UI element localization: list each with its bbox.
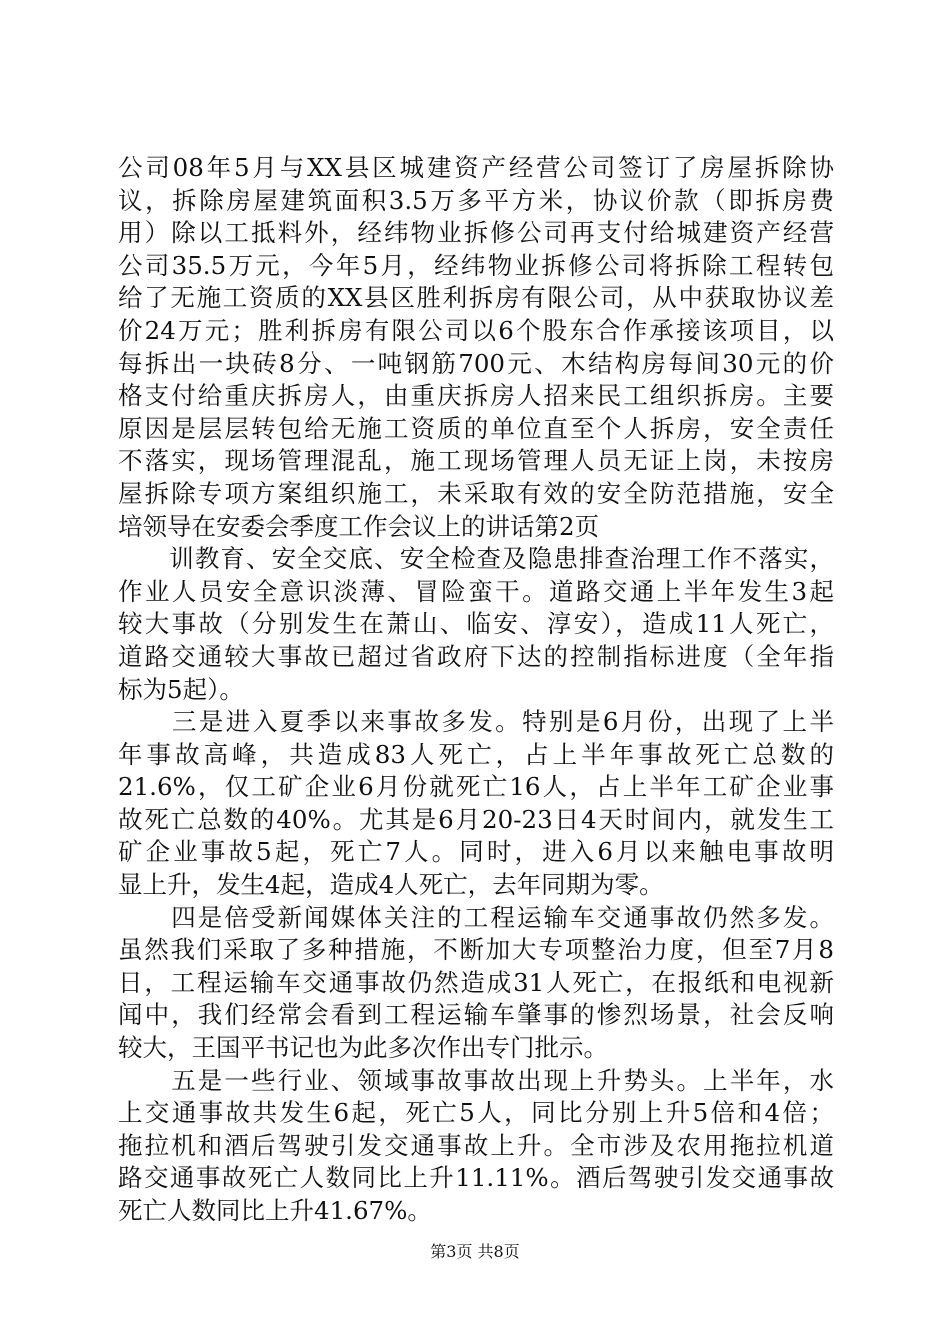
text-line: 议，拆除房屋建筑面积3.5万多平方米，协议价款（即拆房费 — [118, 185, 834, 215]
text-line: 培领导在安委会季度工作会议上的讲话第2页 — [118, 511, 600, 541]
text-line: 每拆出一块砖8分、一吨钢筋700元、木结构房每间30元的价 — [118, 348, 834, 378]
text-line: 路交通事故死亡人数同比上升11.11%。酒后驾驶引发交通事故 — [118, 1163, 834, 1193]
text-line: 作业人员安全意识淡薄、冒险蛮干。道路交通上半年发生3起 — [118, 576, 834, 606]
text-line: 屋拆除专项方案组织施工，未采取有效的安全防范措施，安全 — [118, 478, 834, 508]
page-footer: 第3页 共8页 — [430, 1242, 520, 1261]
text-line: 不落实，现场管理混乱，施工现场管理人员无证上岗，未按房 — [118, 446, 834, 476]
text-line: 格支付给重庆拆房人，由重庆拆房人招来民工组织拆房。主要 — [118, 381, 834, 411]
text-line: 公司08年5月与XX县区城建资产经营公司签订了房屋拆除协 — [118, 153, 834, 182]
body-text — [118, 152, 834, 1228]
text-line: 闻中，我们经常会看到工程运输车肇事的惨烈场景，社会反响 — [118, 1000, 834, 1030]
text-line: 用）除以工抵料外，经纬物业拆修公司再支付给城建资产经营 — [118, 218, 834, 248]
text-line: 年事故高峰，共造成83人死亡，占上半年事故死亡总数的 — [118, 739, 834, 769]
text-line: 21.6%，仅工矿企业6月份就死亡16人，占上半年工矿企业事 — [118, 772, 834, 802]
text-line: 三是进入夏季以来事故多发。特别是6月份，出现了上半 — [118, 707, 834, 737]
text-line: 拖拉机和酒后驾驶引发交通事故上升。全市涉及农用拖拉机道 — [118, 1130, 834, 1160]
text-line: 较大事故（分别发生在萧山、临安、淳安），造成11人死亡， — [118, 609, 834, 639]
text-line: 原因是层层转包给无施工资质的单位直至个人拆房，安全责任 — [118, 413, 834, 443]
text-line: 矿企业事故5起，死亡7人。同时，进入6月以来触电事故明 — [118, 837, 834, 867]
text-line: 较大，王国平书记也为此多次作出专门批示。 — [118, 1033, 608, 1063]
text-line: 上交通事故共发生6起，死亡5人，同比分别上升5倍和4倍； — [118, 1098, 834, 1128]
text-line: 故死亡总数的40%。尤其是6月20-23日4天时间内，就发生工 — [118, 804, 834, 834]
text-line: 死亡人数同比上升41.67%。 — [118, 1196, 432, 1225]
text-line: 显上升，发生4起，造成4人死亡，去年同期为零。 — [118, 870, 664, 900]
text-line: 日，工程运输车交通事故仍然造成31人死亡，在报纸和电视新 — [118, 967, 834, 997]
text-line: 虽然我们采取了多种措施，不断加大专项整治力度，但至7月8 — [118, 935, 834, 965]
text-line: 给了无施工资质的XX县区胜利拆房有限公司，从中获取协议差 — [118, 283, 834, 313]
text-line: 价24万元；胜利拆房有限公司以6个股东合作承接该项目，以 — [118, 315, 834, 345]
text-line: 标为5起）。 — [118, 674, 244, 704]
text-line: 训教育、安全交底、安全检查及隐患排查治理工作不落实， — [118, 544, 834, 574]
text-line: 五是一些行业、领域事故事故出现上升势头。上半年，水 — [118, 1065, 834, 1095]
text-line: 道路交通较大事故已超过省政府下达的控制指标进度（全年指 — [118, 641, 834, 671]
text-line: 公司35.5万元，今年5月，经纬物业拆修公司将拆除工程转包 — [118, 250, 834, 280]
text-line: 四是倍受新闻媒体关注的工程运输车交通事故仍然多发。 — [118, 902, 834, 932]
